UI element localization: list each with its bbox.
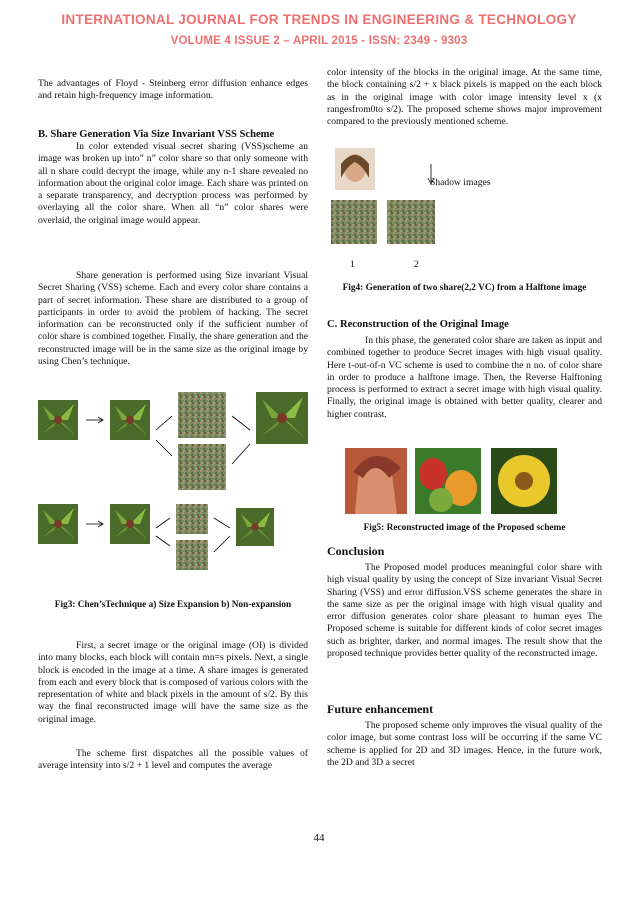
figure-4: [327, 148, 602, 278]
section-b: [38, 128, 308, 227]
right-para-3: The Proposed model produces meaningful color share with high visual quality by using the concept of Size invariant Visual Secret Sharing (VSS) and error diffusion.VSS scheme generates the share in the same size as per the original image with high visual quality and error diffusion generates color share pleasant to human eyes The Proposed scheme is suitable for different kinds of color secret images such as brighter, darker, and normal images. The result show that the proposed technique provides better quality of the reconstructed image.: [327, 562, 602, 660]
journal-title: INTERNATIONAL JOURNAL FOR TRENDS IN ENGINEERING & TECHNOLOGY: [61, 12, 577, 27]
section-b-heading: B. Share Generation Via Size Invariant VSS Scheme: [38, 129, 275, 140]
left-para-4: First, a secret image or the original image (OI) is divided into many blocks, each block will contain mn=s pixels. Next, a single block is encoded in the image at a time. A share images is generated from each and every block that is composed of various colors with the representation of white and black pixels in the amount of s/2. By this way the final reconstructed image will have the same size as the original image.: [38, 640, 308, 725]
figure-3: [38, 392, 308, 592]
conclusion-heading: Conclusion: [327, 544, 385, 558]
fig5-caption: Fig5: Reconstructed image of the Proposed scheme: [363, 523, 566, 533]
future-heading: Future enhancement: [327, 702, 434, 716]
right-para-4: The proposed scheme only improves the visual quality of the color image, but some contrast loss will be occurring if the same VC scheme is applied for 2D and 3D images. Hence, in the future work, the 2D and 3D a secret: [327, 720, 602, 768]
future-section: [327, 702, 602, 769]
right-para-1: color intensity of the blocks in the original image. At the same time, the block containing s/2 + x black pixels is mapped on the each block as in the original image with color image intensity level x (x rangesfrom0to s/2). The proposed scheme shows major improvement compared to the previously mentioned scheme.: [327, 67, 602, 128]
volume-line: VOLUME 4 ISSUE 2 – APRIL 2015 - ISSN: 2349 - 9303: [170, 35, 468, 47]
right-para-2: In this phase, the generated color share are taken as input and combined together to produce Secret images with high visual quality. Here t-out-of-n VC scheme is used to combine the n no. of color share in order to produce a halftone image. Then, the Reverse Halftoning process is performed to extract a secret image with high visual quality. Finally, the original image is obtained with better quality, clearer and higher contrast.: [327, 335, 602, 420]
fig4-caption: Fig4: Generation of two share(2,2 VC) from a Halftone image: [342, 283, 587, 293]
page-number: 44: [313, 832, 325, 844]
fig3-caption: Fig3: Chen’sTechnique a) Size Expansion b) Non-expansion: [54, 600, 292, 610]
figure-5: [345, 448, 585, 516]
section-c-heading: C. Reconstruction of the Original Image: [327, 319, 509, 330]
left-para-2: In color extended visual secret sharing (VSS)scheme an image was broken up into” n” color share so that only someone with all n share could decrypt the image, while any n-1 share revealed no information about the original color image. Each share was printed on a separate transparency, and decryption process was performed by overlaying all the color share. When all “n” color shares were overlaid, the original image would appear.: [38, 141, 308, 226]
left-para-5: The scheme first dispatches all the possible values of average intensity into s/2 + 1 level and computes the average: [38, 748, 308, 772]
left-para-3: Share generation is performed using Size invariant Visual Secret Sharing (VSS) scheme. Each and every color share contains a part of secret information. These share are distributed to a group of participants in order to avoid the problem of hacking. The secret information can be reconstructed only if the sufficient number of color share is combined together. Finally, the share generation and the reconstructed image will be in the same size as the original image by using Chen’s technique.: [38, 270, 308, 368]
conclusion-section: [327, 544, 602, 660]
share-1-label: 1: [350, 259, 355, 270]
left-para-1: The advantages of Floyd - Steinberg error diffusion enhance edges and retain high-frequency image information.: [38, 78, 308, 102]
share-2-label: 2: [414, 259, 419, 270]
section-c: [327, 318, 602, 421]
shadow-images-label: Shadow images: [430, 177, 491, 188]
